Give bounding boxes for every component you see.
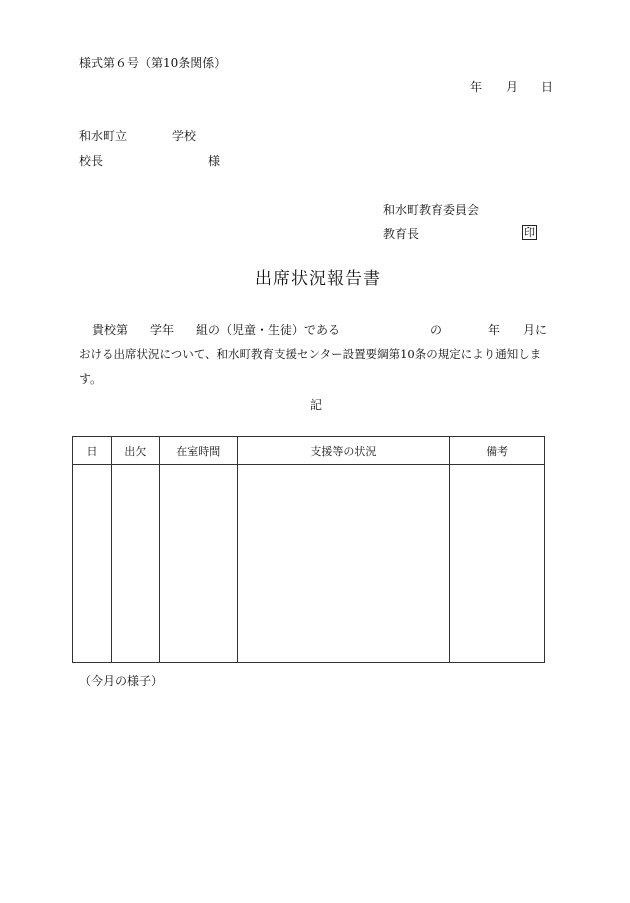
school-suffix: 学校 — [172, 129, 197, 143]
body-seg6: 月に — [523, 323, 548, 337]
cell-remarks — [450, 465, 545, 663]
header-remarks: 備考 — [450, 437, 545, 465]
document-title: 出席状況報告書 — [255, 269, 381, 289]
cell-day — [73, 465, 112, 663]
cell-support-status — [237, 465, 450, 663]
date-year: 年 — [470, 80, 483, 94]
seal-mark: 印 — [524, 226, 535, 239]
ki-label: 記 — [310, 398, 323, 412]
body-line3: す。 — [79, 372, 103, 386]
form-number: 様式第６号（第10条関係） — [79, 56, 227, 70]
cell-room-time — [159, 465, 237, 663]
principal-label: 校長 — [79, 154, 104, 168]
table-header-row — [73, 437, 545, 465]
header-day: 日 — [73, 437, 112, 465]
header-support-status: 支援等の状況 — [237, 437, 450, 465]
body-line2: おける出席状況について、和水町教育支援センター設置要綱第10条の規定により通知しま — [79, 347, 542, 361]
sender-organization: 和水町教育委員会 — [383, 203, 480, 217]
sender-title: 教育長 — [383, 227, 420, 241]
body-seg1: 貴校第 — [92, 323, 129, 337]
cell-attendance — [111, 465, 159, 663]
header-room-time: 在室時間 — [159, 437, 237, 465]
date-month: 月 — [506, 80, 519, 94]
body-seg3: 組の（児童・生徒）である — [196, 323, 341, 337]
body-seg2: 学年 — [150, 323, 175, 337]
header-attendance: 出欠 — [111, 437, 159, 465]
attendance-table — [72, 436, 545, 663]
table-row — [73, 465, 545, 663]
school-prefix: 和水町立 — [79, 129, 128, 143]
body-seg5: 年 — [488, 323, 501, 337]
body-seg4: の — [430, 323, 443, 337]
monthly-note: （今月の様子） — [79, 674, 164, 688]
principal-honorific: 様 — [208, 154, 221, 168]
date-day: 日 — [541, 80, 554, 94]
